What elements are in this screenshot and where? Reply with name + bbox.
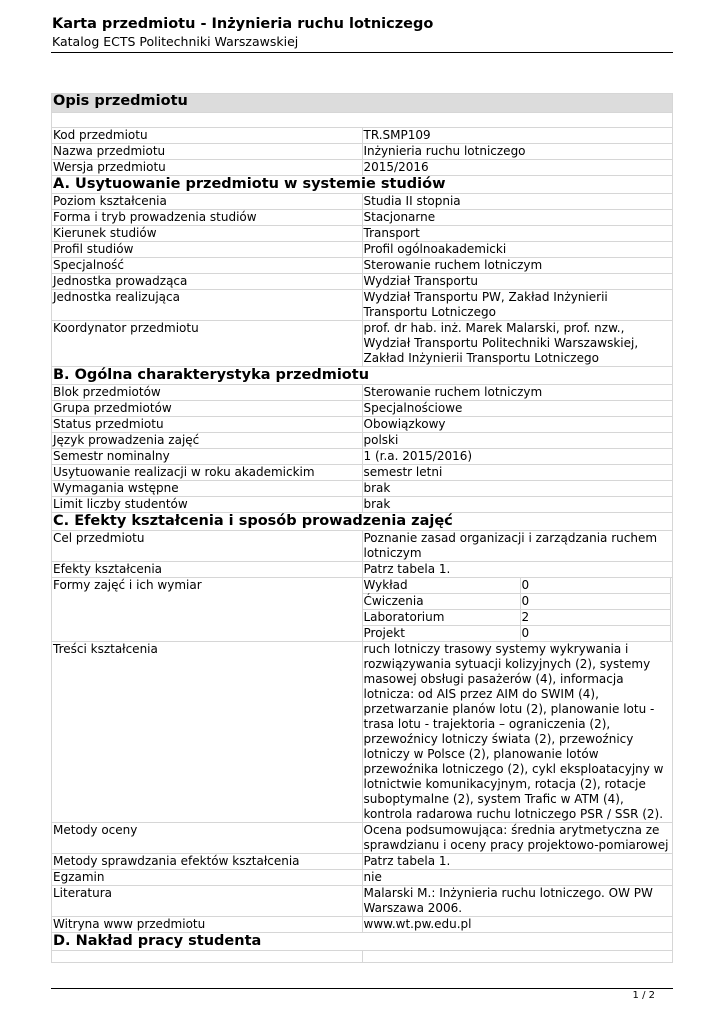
row-label: Wymagania wstępne: [52, 481, 363, 497]
table-row: [52, 562, 673, 578]
table-row: [52, 210, 673, 226]
table-row: [52, 226, 673, 242]
forms-subtable: [362, 577, 672, 642]
section-a-title: A. Usytuowanie przedmiotu w systemie studiów: [52, 176, 673, 194]
table-row: [52, 449, 673, 465]
row-value: 1 (r.a. 2015/2016): [362, 449, 673, 465]
row-label: Poziom kształcenia: [52, 194, 363, 210]
table-row: [52, 823, 673, 854]
row-value: Profil ogólnoakademicki: [362, 242, 673, 258]
row-value: Sterowanie ruchem lotniczym: [362, 385, 673, 401]
forms-row: [362, 594, 671, 610]
row-label: Metody sprawdzania efektów kształcenia: [52, 854, 363, 870]
course-website: www.wt.pw.edu.pl: [362, 917, 673, 933]
table-row: [52, 417, 673, 433]
table-row: [52, 401, 673, 417]
row-label: Cel przedmiotu: [52, 531, 363, 562]
row-value: Specjalnościowe: [362, 401, 673, 417]
row-label: Status przedmiotu: [52, 417, 363, 433]
table-row: [52, 160, 673, 176]
row-label: Witryna www przedmiotu: [52, 917, 363, 933]
course-card-table: [51, 93, 673, 963]
table-row: [52, 917, 673, 933]
table-row: [52, 321, 673, 367]
footer-divider: [51, 988, 673, 989]
section-d-title: D. Nakład pracy studenta: [52, 933, 673, 951]
section-d-header: [52, 933, 673, 951]
row-value: Obowiązkowy: [362, 417, 673, 433]
row-value: Sterowanie ruchem lotniczym: [362, 258, 673, 274]
row-label: Metody oceny: [52, 823, 363, 854]
row-value: TR.SMP109: [362, 128, 673, 144]
row-value: polski: [362, 433, 673, 449]
row-label: Limit liczby studentów: [52, 497, 363, 513]
row-label: Jednostka prowadząca: [52, 274, 363, 290]
table-row: [52, 433, 673, 449]
row-label: Usytuowanie realizacji w roku akademickim: [52, 465, 363, 481]
row-label: Specjalność: [52, 258, 363, 274]
form-name: Laboratorium: [362, 610, 520, 626]
table-row: [52, 481, 673, 497]
table-row: [52, 128, 673, 144]
document-subtitle: Katalog ECTS Politechniki Warszawskiej: [52, 34, 299, 49]
row-value: prof. dr hab. inż. Marek Malarski, prof. nzw., Wydział Transportu Politechniki Warszawskiej, Zakład Inżynierii Transportu Lotniczego: [362, 321, 673, 367]
table-row: [52, 854, 673, 870]
row-label: Treści kształcenia: [52, 642, 363, 823]
opis-header-row: [52, 94, 673, 113]
document-title: Karta przedmiotu - Inżynieria ruchu lotniczego: [52, 16, 434, 32]
table-row: [52, 886, 673, 917]
row-label: Grupa przedmiotów: [52, 401, 363, 417]
forms-row: [362, 578, 671, 594]
row-value: Patrz tabela 1.: [362, 562, 673, 578]
table-row: [52, 290, 673, 321]
section-a-header: [52, 176, 673, 194]
table-row: [52, 465, 673, 481]
form-hours: 0: [520, 626, 671, 642]
row-label: Kierunek studiów: [52, 226, 363, 242]
row-value: ruch lotniczy trasowy systemy wykrywania i rozwiązywania sytuacji kolizyjnych (2), systemy masowej obsługi pasażerów (4), informacja lotnicza: od AIS przez AIM do SWIM (4), przetwarzanie planów lotu (2), planowanie lotu - trasa lotu - trajektoria – ograniczenia (2), przewoźnicy lotniczy świata (2), przewoźnicy lotniczy w Polsce (2), planowanie lotów przewoźnika lotniczego (2), cykl eksploatacyjny w lotnictwie komunikacyjnym, rotacja (2), rotacje suboptymalne (2), system Trafic w ATM (4), kontrola radarowa ruchu lotniczego PSR / SSR (2).: [362, 642, 673, 823]
page-number: 1 / 2: [632, 990, 655, 1001]
table-row: [52, 385, 673, 401]
table-row: [52, 497, 673, 513]
table-row: [52, 194, 673, 210]
section-c-header: [52, 513, 673, 531]
form-name: Projekt: [362, 626, 520, 642]
section-c-title: C. Efekty kształcenia i sposób prowadzenia zajęć: [52, 513, 673, 531]
row-label: Jednostka realizująca: [52, 290, 363, 321]
table-row: [52, 144, 673, 160]
row-value: Stacjonarne: [362, 210, 673, 226]
row-label: Efekty kształcenia: [52, 562, 363, 578]
section-b-title: B. Ogólna charakterystyka przedmiotu: [52, 367, 673, 385]
row-label: Wersja przedmiotu: [52, 160, 363, 176]
table-row: [52, 258, 673, 274]
row-label: Język prowadzenia zajęć: [52, 433, 363, 449]
form-name: Wykład: [362, 578, 520, 594]
row-label: Egzamin: [52, 870, 363, 886]
row-label: Profil studiów: [52, 242, 363, 258]
forms-row: [362, 626, 671, 642]
empty-row: [52, 951, 673, 963]
form-hours: 0: [520, 578, 671, 594]
row-label: Formy zajęć i ich wymiar: [52, 578, 363, 642]
row-value: Malarski M.: Inżynieria ruchu lotniczego. OW PW Warszawa 2006.: [362, 886, 673, 917]
table-row: [52, 642, 673, 823]
row-value: 2015/2016: [362, 160, 673, 176]
opis-title: Opis przedmiotu: [52, 94, 673, 113]
row-value: semestr letni: [362, 465, 673, 481]
table-row: [52, 242, 673, 258]
row-value: Studia II stopnia: [362, 194, 673, 210]
row-value: Transport: [362, 226, 673, 242]
form-hours: 0: [520, 594, 671, 610]
row-value: Wydział Transportu: [362, 274, 673, 290]
row-value: brak: [362, 497, 673, 513]
form-hours: 2: [520, 610, 671, 626]
row-value: Wydział Transportu PW, Zakład Inżynierii Transportu Lotniczego: [362, 290, 673, 321]
table-row: [52, 531, 673, 562]
row-label: Forma i tryb prowadzenia studiów: [52, 210, 363, 226]
table-row: [52, 870, 673, 886]
table-row: [52, 578, 673, 642]
forms-cell: [362, 578, 673, 642]
row-label: Koordynator przedmiotu: [52, 321, 363, 367]
row-label: Literatura: [52, 886, 363, 917]
row-label: Kod przedmiotu: [52, 128, 363, 144]
header-divider: [51, 52, 673, 53]
row-value: Poznanie zasad organizacji i zarządzania ruchem lotniczym: [362, 531, 673, 562]
row-value: Inżynieria ruchu lotniczego: [362, 144, 673, 160]
section-b-header: [52, 367, 673, 385]
row-value: nie: [362, 870, 673, 886]
spacer-row: [52, 113, 673, 128]
row-value: Patrz tabela 1.: [362, 854, 673, 870]
row-value: Ocena podsumowująca: średnia arytmetyczna ze sprawdzianu i oceny pracy projektowo-pomiarowej: [362, 823, 673, 854]
forms-row: [362, 610, 671, 626]
row-value: brak: [362, 481, 673, 497]
table-row: [52, 274, 673, 290]
row-label: Nazwa przedmiotu: [52, 144, 363, 160]
row-label: Blok przedmiotów: [52, 385, 363, 401]
row-label: Semestr nominalny: [52, 449, 363, 465]
form-name: Ćwiczenia: [362, 594, 520, 610]
